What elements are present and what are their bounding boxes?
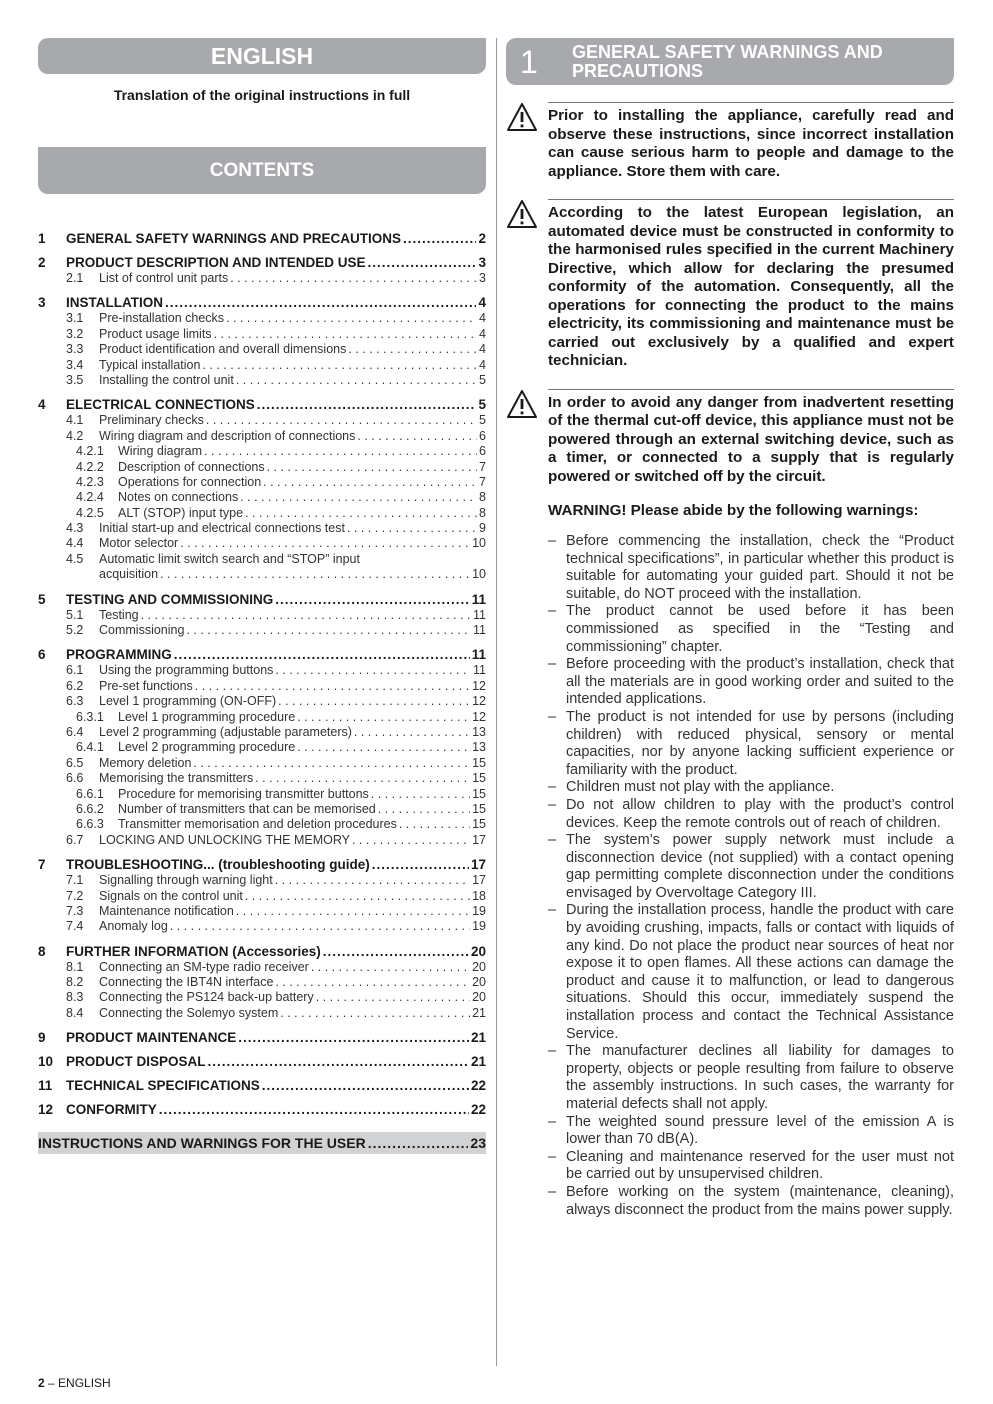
toc-page: 5 bbox=[478, 397, 486, 413]
toc-leader-dots bbox=[316, 990, 470, 1005]
toc-title: Memorising the transmitters bbox=[99, 771, 254, 786]
toc-page: 15 bbox=[472, 817, 486, 832]
toc-title: PRODUCT MAINTENANCE bbox=[66, 1030, 237, 1046]
toc-page: 5 bbox=[479, 372, 486, 387]
toc-leader-dots bbox=[165, 295, 476, 311]
toc-leader-dots bbox=[245, 889, 470, 904]
toc-title: ALT (STOP) input type bbox=[118, 505, 244, 520]
toc-page: 19 bbox=[472, 919, 486, 934]
toc-entry[interactable] bbox=[38, 608, 486, 623]
toc-number: 6.1 bbox=[66, 663, 84, 678]
toc-title: Typical installation bbox=[99, 357, 201, 372]
toc-leader-dots bbox=[368, 255, 477, 271]
toc-page: 3 bbox=[478, 255, 486, 270]
toc-number: 5.1 bbox=[66, 607, 84, 622]
toc-number: 6.5 bbox=[66, 755, 84, 770]
right-column bbox=[506, 38, 954, 1219]
list-item: – Before commencing the installation, check the “Product technical specifications”, in particular whether this product is suitable for automating your guided part. Should it not be suitable, do NOT proceed with the installation. bbox=[548, 533, 954, 603]
toc-number: 6.6 bbox=[66, 771, 84, 786]
toc-number: 4 bbox=[38, 397, 46, 413]
toc-entry[interactable] bbox=[38, 857, 486, 873]
toc-title: Product identification and overall dimensions bbox=[99, 342, 347, 357]
toc-page: 7 bbox=[479, 459, 486, 474]
toc-entry[interactable] bbox=[38, 271, 486, 286]
toc-leader-dots bbox=[275, 663, 471, 678]
toc-entry[interactable] bbox=[38, 919, 486, 934]
toc-page: 11 bbox=[473, 607, 486, 622]
toc-page: 20 bbox=[472, 959, 486, 974]
warning-triangle-icon bbox=[506, 199, 538, 229]
toc-leader-dots bbox=[236, 904, 470, 919]
toc-leader-dots bbox=[204, 444, 477, 459]
toc-page: 11 bbox=[471, 591, 486, 607]
toc-entry[interactable] bbox=[38, 904, 486, 919]
toc-entry[interactable] bbox=[38, 231, 486, 247]
toc-leader-dots bbox=[193, 756, 470, 771]
toc-number: 1 bbox=[38, 231, 46, 246]
toc-entry[interactable] bbox=[38, 552, 486, 567]
toc-page: 15 bbox=[472, 755, 486, 770]
toc-entry[interactable] bbox=[38, 647, 486, 663]
warning-heading: WARNING! Please abide by the following warnings: bbox=[548, 502, 919, 519]
toc-leader-dots bbox=[245, 506, 477, 521]
toc-title: Motor selector bbox=[99, 536, 179, 551]
toc-title: Product usage limits bbox=[99, 326, 212, 341]
toc-entry[interactable] bbox=[38, 1006, 486, 1021]
toc-number: 5 bbox=[38, 591, 46, 607]
list-item: – The product is not intended for use by persons (including children) with reduced physical, sensory or mental capacities, nor by anyone lacking sufficient experience or familiarity with the product. bbox=[548, 709, 954, 779]
toc-number: 4.2.2 bbox=[76, 459, 104, 474]
toc-number: 7.4 bbox=[66, 919, 84, 934]
toc-entry[interactable] bbox=[38, 358, 486, 373]
toc-page: 4 bbox=[478, 295, 486, 311]
toc-title: FURTHER INFORMATION (Accessories) bbox=[66, 943, 321, 959]
toc-page: 17 bbox=[470, 857, 486, 873]
toc-page: 4 bbox=[479, 342, 486, 357]
toc-page: 21 bbox=[470, 1030, 486, 1046]
toc-entry[interactable] bbox=[38, 802, 486, 817]
toc-title: Signalling through warning light bbox=[99, 873, 273, 888]
toc-title: Connecting an SM-type radio receiver bbox=[99, 959, 309, 974]
toc-entry[interactable] bbox=[38, 255, 486, 271]
toc-title: Connecting the PS124 back-up battery bbox=[99, 990, 314, 1005]
toc-number: 4.1 bbox=[66, 413, 84, 428]
toc-title: TECHNICAL SPECIFICATIONS bbox=[66, 1078, 260, 1094]
list-item: – The weighted sound pressure level of the emission A is lower than 70 dB(A). bbox=[548, 1114, 954, 1149]
toc-page: 4 bbox=[479, 357, 486, 372]
toc-entry[interactable] bbox=[38, 506, 486, 521]
toc-title: Pre-installation checks bbox=[99, 311, 225, 326]
toc-entry[interactable] bbox=[38, 327, 486, 342]
toc-entry[interactable] bbox=[38, 413, 486, 428]
toc-entry[interactable] bbox=[38, 592, 486, 608]
toc-page: 10 bbox=[472, 536, 486, 551]
toc-page: 9 bbox=[479, 521, 486, 536]
toc-entry[interactable] bbox=[38, 889, 486, 904]
toc-leader-dots bbox=[257, 397, 477, 413]
toc-leader-dots bbox=[278, 694, 470, 709]
toc-title: LOCKING AND UNLOCKING THE MEMORY bbox=[99, 832, 350, 847]
toc-title: INSTRUCTIONS AND WARNINGS FOR THE USER bbox=[38, 1135, 366, 1152]
toc-entry[interactable] bbox=[38, 873, 486, 888]
toc-page: 15 bbox=[472, 786, 486, 801]
toc-page: 17 bbox=[472, 832, 486, 847]
toc-number: 6.7 bbox=[66, 832, 84, 847]
toc-title: TROUBLESHOOTING... (troubleshooting guide) bbox=[66, 857, 370, 873]
toc-number: 4.2.4 bbox=[76, 490, 104, 505]
toc-entry[interactable] bbox=[38, 817, 486, 832]
toc-page: 15 bbox=[472, 801, 486, 816]
toc-title: Anomaly log bbox=[99, 919, 168, 934]
warning-text: In order to avoid any danger from inadvertent resetting of the thermal cut-off device, this appliance must not be powered through an external switching device, such as a timer, or connected to a supply that is regularly powered or switched off by the circuit. bbox=[548, 393, 954, 485]
toc-leader-dots bbox=[180, 536, 470, 551]
toc-leader-dots bbox=[195, 679, 470, 694]
toc-page: 10 bbox=[472, 567, 486, 582]
toc-number: 6.3 bbox=[66, 694, 84, 709]
toc-number: 4.2.3 bbox=[76, 474, 104, 489]
toc-entry[interactable] bbox=[38, 710, 486, 725]
toc-page: 2 bbox=[478, 231, 486, 246]
toc-title: Signals on the control unit bbox=[99, 888, 243, 903]
toc-leader-dots bbox=[311, 960, 470, 975]
toc-number: 3.5 bbox=[66, 372, 84, 387]
toc-leader-dots bbox=[323, 944, 469, 960]
toc-entry[interactable] bbox=[38, 521, 486, 536]
toc-number: 6.4.1 bbox=[76, 740, 104, 755]
toc-leader-dots bbox=[371, 787, 470, 802]
divider bbox=[548, 102, 954, 103]
toc-page: 12 bbox=[472, 709, 486, 724]
toc-entry[interactable] bbox=[38, 475, 486, 490]
page-number: 2 bbox=[38, 1376, 45, 1390]
toc-leader-dots bbox=[240, 490, 477, 505]
toc-entry[interactable] bbox=[38, 429, 486, 444]
toc-title: Level 1 programming (ON-OFF) bbox=[99, 694, 277, 709]
divider bbox=[548, 389, 954, 390]
toc-page: 20 bbox=[470, 943, 486, 959]
toc-title: Notes on connections bbox=[118, 490, 239, 505]
toc-page: 15 bbox=[472, 771, 486, 786]
section-header bbox=[506, 38, 954, 85]
toc-title: Transmitter memorisation and deletion procedures bbox=[118, 817, 397, 832]
toc-number: 4.2 bbox=[66, 428, 84, 443]
toc-title: Operations for connection bbox=[118, 474, 262, 489]
toc-number: 5.2 bbox=[66, 623, 84, 638]
toc-title: TESTING AND COMMISSIONING bbox=[66, 591, 274, 607]
toc-number: 2 bbox=[38, 255, 46, 270]
toc-leader-dots bbox=[297, 740, 470, 755]
toc-number: 3.2 bbox=[66, 326, 84, 341]
toc-number: 9 bbox=[38, 1030, 46, 1046]
toc-title: Wiring diagram and description of connections bbox=[99, 428, 356, 443]
toc-page: 4 bbox=[479, 326, 486, 341]
toc-number: 8 bbox=[38, 943, 46, 959]
toc-number: 6.2 bbox=[66, 678, 84, 693]
toc-page: 13 bbox=[472, 740, 486, 755]
toc-entry[interactable] bbox=[38, 342, 486, 357]
toc-page: 8 bbox=[479, 505, 486, 520]
toc-title: PROGRAMMING bbox=[66, 647, 172, 663]
toc-number: 4.2.1 bbox=[76, 444, 104, 459]
toc-title: Initial start-up and electrical connections test bbox=[99, 521, 345, 536]
toc-number: 8.1 bbox=[66, 959, 84, 974]
toc-leader-dots bbox=[226, 311, 477, 326]
toc-title: Testing bbox=[99, 607, 139, 622]
list-item: – During the installation process, handle the product with care by avoiding crushing, impacts, falls or contact with liquids of any kind. Do not place the product near sources of heat nor expose it to open flames. All these actions can damage the product and cause it to malfunction, or lead to dangerous situations. Should this occur, immediately suspend the installation process and contact the Technical Assistance Service. bbox=[548, 902, 954, 1043]
toc-entry[interactable] bbox=[38, 756, 486, 771]
toc-leader-dots bbox=[208, 1054, 469, 1070]
toc-leader-dots bbox=[160, 567, 470, 582]
toc-leader-dots bbox=[255, 771, 470, 786]
toc-leader-dots bbox=[230, 271, 477, 286]
toc-number: 4.3 bbox=[66, 521, 84, 536]
toc-page: 23 bbox=[470, 1135, 486, 1152]
toc-leader-dots bbox=[354, 725, 470, 740]
toc-page: 11 bbox=[473, 663, 486, 678]
toc-entry[interactable] bbox=[38, 311, 486, 326]
toc-page: 12 bbox=[472, 694, 486, 709]
toc-page: 21 bbox=[472, 1005, 486, 1020]
toc-title: PRODUCT DISPOSAL bbox=[66, 1054, 206, 1070]
toc-title: Commissioning bbox=[99, 623, 185, 638]
toc-entry[interactable] bbox=[38, 567, 486, 582]
toc-page: 11 bbox=[471, 647, 486, 663]
toc-entry[interactable] bbox=[38, 536, 486, 551]
toc-leader-dots bbox=[206, 413, 477, 428]
toc-title: Level 1 programming procedure bbox=[118, 709, 296, 724]
toc-title: PRODUCT DESCRIPTION AND INTENDED USE bbox=[66, 255, 366, 270]
list-item: – Before proceeding with the product’s installation, check that all the materials are in good working order and suited to the intended applications. bbox=[548, 656, 954, 709]
toc-entry[interactable] bbox=[38, 623, 486, 638]
toc-page: 8 bbox=[479, 490, 486, 505]
list-item: – Cleaning and maintenance reserved for the user must not be carried out by unsupervised children. bbox=[548, 1149, 954, 1184]
toc-number: 7.2 bbox=[66, 888, 84, 903]
toc-leader-dots bbox=[170, 919, 470, 934]
toc-number: 4.4 bbox=[66, 536, 84, 551]
toc-entry[interactable] bbox=[38, 990, 486, 1005]
toc-entry[interactable] bbox=[38, 787, 486, 802]
toc-entry[interactable] bbox=[38, 725, 486, 740]
toc-title: Procedure for memorising transmitter buttons bbox=[118, 786, 369, 801]
toc-leader-dots bbox=[263, 475, 477, 490]
toc-number: 7.3 bbox=[66, 903, 84, 918]
toc-entry[interactable] bbox=[38, 679, 486, 694]
toc-number: 12 bbox=[38, 1102, 54, 1118]
toc-entry[interactable] bbox=[38, 960, 486, 975]
toc-number: 8.2 bbox=[66, 975, 84, 990]
toc-leader-dots bbox=[262, 1078, 469, 1094]
warning-block bbox=[506, 199, 954, 371]
toc-page: 6 bbox=[479, 444, 486, 459]
warning-list bbox=[506, 533, 954, 1219]
toc-leader-dots bbox=[348, 342, 477, 357]
toc-number: 3.3 bbox=[66, 342, 84, 357]
toc-leader-dots bbox=[275, 975, 470, 990]
toc-leader-dots bbox=[202, 358, 477, 373]
toc-number: 10 bbox=[38, 1054, 54, 1070]
toc-number: 3 bbox=[38, 295, 46, 311]
toc-number: 3.1 bbox=[66, 311, 84, 326]
toc-title: Description of connections bbox=[118, 459, 265, 474]
toc-entry[interactable] bbox=[38, 833, 486, 848]
toc-entry[interactable] bbox=[38, 460, 486, 475]
toc-leader-dots bbox=[372, 857, 469, 873]
toc-title: Level 2 programming procedure bbox=[118, 740, 296, 755]
toc-entry[interactable] bbox=[38, 740, 486, 755]
toc-title: List of control unit parts bbox=[99, 271, 229, 285]
toc-title: Memory deletion bbox=[99, 755, 192, 770]
section-title: GENERAL SAFETY WARNINGS AND PRECAUTIONS bbox=[572, 42, 883, 81]
toc-title: Pre-set functions bbox=[99, 678, 193, 693]
toc-entry[interactable] bbox=[38, 444, 486, 459]
toc-page: 6 bbox=[479, 428, 486, 443]
language-header: ENGLISH bbox=[38, 38, 486, 74]
toc-page: 3 bbox=[479, 271, 486, 285]
toc-number: 6.6.3 bbox=[76, 817, 104, 832]
toc-entry[interactable] bbox=[38, 944, 486, 960]
toc-number: 2.1 bbox=[66, 271, 84, 285]
toc-entry[interactable] bbox=[38, 1054, 486, 1070]
toc-leader-dots bbox=[159, 1102, 469, 1118]
toc-entry[interactable] bbox=[38, 1078, 486, 1094]
list-item: – Before working on the system (maintenance, cleaning), always disconnect the product from the mains power supply. bbox=[548, 1184, 954, 1219]
toc-leader-dots bbox=[275, 873, 470, 888]
toc-page: 12 bbox=[472, 678, 486, 693]
footer-label: ENGLISH bbox=[58, 1376, 111, 1390]
toc-number: 6.4 bbox=[66, 724, 84, 739]
toc-entry[interactable] bbox=[38, 975, 486, 990]
toc-page: 13 bbox=[472, 724, 486, 739]
warning-block bbox=[506, 102, 954, 181]
toc-title: Maintenance notification bbox=[99, 903, 234, 918]
toc-page: 7 bbox=[479, 474, 486, 489]
toc-title: CONFORMITY bbox=[66, 1102, 157, 1118]
toc-leader-dots bbox=[267, 460, 477, 475]
toc-title: Connecting the IBT4N interface bbox=[99, 975, 274, 990]
toc-entry[interactable] bbox=[38, 373, 486, 388]
toc-title: INSTALLATION bbox=[66, 295, 163, 311]
toc-number: 3.4 bbox=[66, 357, 84, 372]
toc-title: Number of transmitters that can be memorised bbox=[118, 801, 376, 816]
divider bbox=[548, 199, 954, 200]
toc-number: 8.4 bbox=[66, 1005, 84, 1020]
toc-leader-dots bbox=[174, 647, 470, 663]
toc-number: 6 bbox=[38, 647, 46, 663]
toc-number: 7 bbox=[38, 857, 46, 873]
toc-entry[interactable] bbox=[38, 771, 486, 786]
toc-entry[interactable] bbox=[38, 663, 486, 678]
list-item: – Children must not play with the appliance. bbox=[548, 779, 954, 797]
toc-page: 19 bbox=[472, 903, 486, 918]
toc-page: 21 bbox=[470, 1054, 486, 1070]
toc-number: 7.1 bbox=[66, 873, 84, 888]
toc-leader-dots bbox=[214, 327, 477, 342]
toc-leader-dots bbox=[399, 817, 470, 832]
toc-leader-dots bbox=[403, 231, 476, 247]
toc-entry[interactable] bbox=[38, 490, 486, 505]
toc-title: Preliminary checks bbox=[99, 413, 204, 428]
toc-page: 17 bbox=[472, 873, 486, 888]
toc-leader-dots bbox=[368, 1132, 469, 1154]
toc-page: 20 bbox=[472, 990, 486, 1005]
translation-note: Translation of the original instructions in full bbox=[113, 87, 411, 103]
toc-page: 11 bbox=[473, 623, 486, 638]
toc-page: 4 bbox=[479, 311, 486, 326]
contents-header: CONTENTS bbox=[38, 147, 486, 194]
toc-title: Level 2 programming (adjustable parameters) bbox=[99, 724, 352, 739]
toc-entry[interactable] bbox=[38, 1102, 486, 1118]
toc-leader-dots bbox=[378, 802, 470, 817]
toc-entry[interactable] bbox=[38, 397, 486, 413]
toc-leader-dots bbox=[357, 429, 477, 444]
toc-number: 11 bbox=[38, 1078, 53, 1094]
toc-title: GENERAL SAFETY WARNINGS AND PRECAUTIONS bbox=[66, 231, 402, 246]
toc-title: Using the programming buttons bbox=[99, 663, 274, 678]
toc-leader-dots bbox=[141, 608, 471, 623]
warning-block bbox=[506, 389, 954, 487]
toc-title: acquisition bbox=[99, 567, 159, 582]
toc-page: 20 bbox=[472, 975, 486, 990]
list-item: – Do not allow children to play with the product’s control devices. Keep the remote controls out of reach of children. bbox=[548, 797, 954, 832]
toc-number: 4.2.5 bbox=[76, 505, 104, 520]
toc-title: Installing the control unit bbox=[99, 372, 234, 387]
list-item: – The system’s power supply network must include a disconnection device (not supplied) with a contact opening gap permitting complete disconnection under the conditions envisaged by Overvoltage Category III. bbox=[548, 832, 954, 902]
toc-leader-dots bbox=[236, 373, 477, 388]
column-divider bbox=[496, 38, 497, 1366]
toc-leader-dots bbox=[297, 710, 470, 725]
toc-entry[interactable] bbox=[38, 694, 486, 709]
toc-number: 6.6.1 bbox=[76, 786, 104, 801]
toc-entry[interactable] bbox=[38, 295, 486, 311]
toc-number: 4.5 bbox=[66, 551, 84, 566]
left-column bbox=[38, 38, 486, 1154]
warning-triangle-icon bbox=[506, 102, 538, 132]
toc-leader-dots bbox=[352, 833, 470, 848]
toc-page: 22 bbox=[470, 1078, 486, 1094]
toc-page: 18 bbox=[472, 888, 486, 903]
toc-title: ELECTRICAL CONNECTIONS bbox=[66, 397, 255, 413]
toc-number: 8.3 bbox=[66, 990, 84, 1005]
toc-leader-dots bbox=[275, 592, 469, 608]
toc-leader-dots bbox=[186, 623, 471, 638]
toc-leader-dots bbox=[238, 1030, 469, 1046]
toc-leader-dots bbox=[347, 521, 477, 536]
toc-leader-dots bbox=[280, 1006, 470, 1021]
warning-text: According to the latest European legislation, an automated device must be constructed in conformity to the harmonised rules specified in the current Machinery Directive, which allow for declaring the presumed conformity of the automation. Consequently, all the operations for connecting the product to the mains electricity, its commissioning and maintenance must be carried out exclusively by a qualified and expert technician. bbox=[548, 204, 954, 369]
toc-title: Automatic limit switch search and “STOP” input bbox=[99, 551, 360, 566]
toc-number: 6.6.2 bbox=[76, 801, 104, 816]
toc-page: 22 bbox=[470, 1102, 486, 1118]
list-item: – The product cannot be used before it has been commissioned as specified in the “Testing and commissioning” chapter. bbox=[548, 603, 954, 656]
warning-text: Prior to installing the appliance, carefully read and observe these instructions, since incorrect installation can cause serious harm to people and damage to the appliance. Store them with care. bbox=[548, 107, 954, 180]
toc-entry[interactable] bbox=[38, 1132, 486, 1154]
table-of-contents bbox=[38, 231, 486, 1154]
toc-entry[interactable] bbox=[38, 1030, 486, 1046]
page-footer: 2 – ENGLISH bbox=[38, 1376, 111, 1390]
toc-title: Wiring diagram bbox=[118, 444, 203, 459]
section-number: 1 bbox=[520, 44, 538, 80]
toc-title: Connecting the Solemyo system bbox=[99, 1005, 279, 1020]
toc-number: 6.3.1 bbox=[76, 709, 104, 724]
warning-triangle-icon bbox=[506, 389, 538, 419]
list-item: – The manufacturer declines all liability for damages to property, objects or people resulting from failure to observe the assembly instructions. In such cases, the warranty for material defects shall not apply. bbox=[548, 1043, 954, 1113]
toc-page: 5 bbox=[479, 413, 486, 428]
